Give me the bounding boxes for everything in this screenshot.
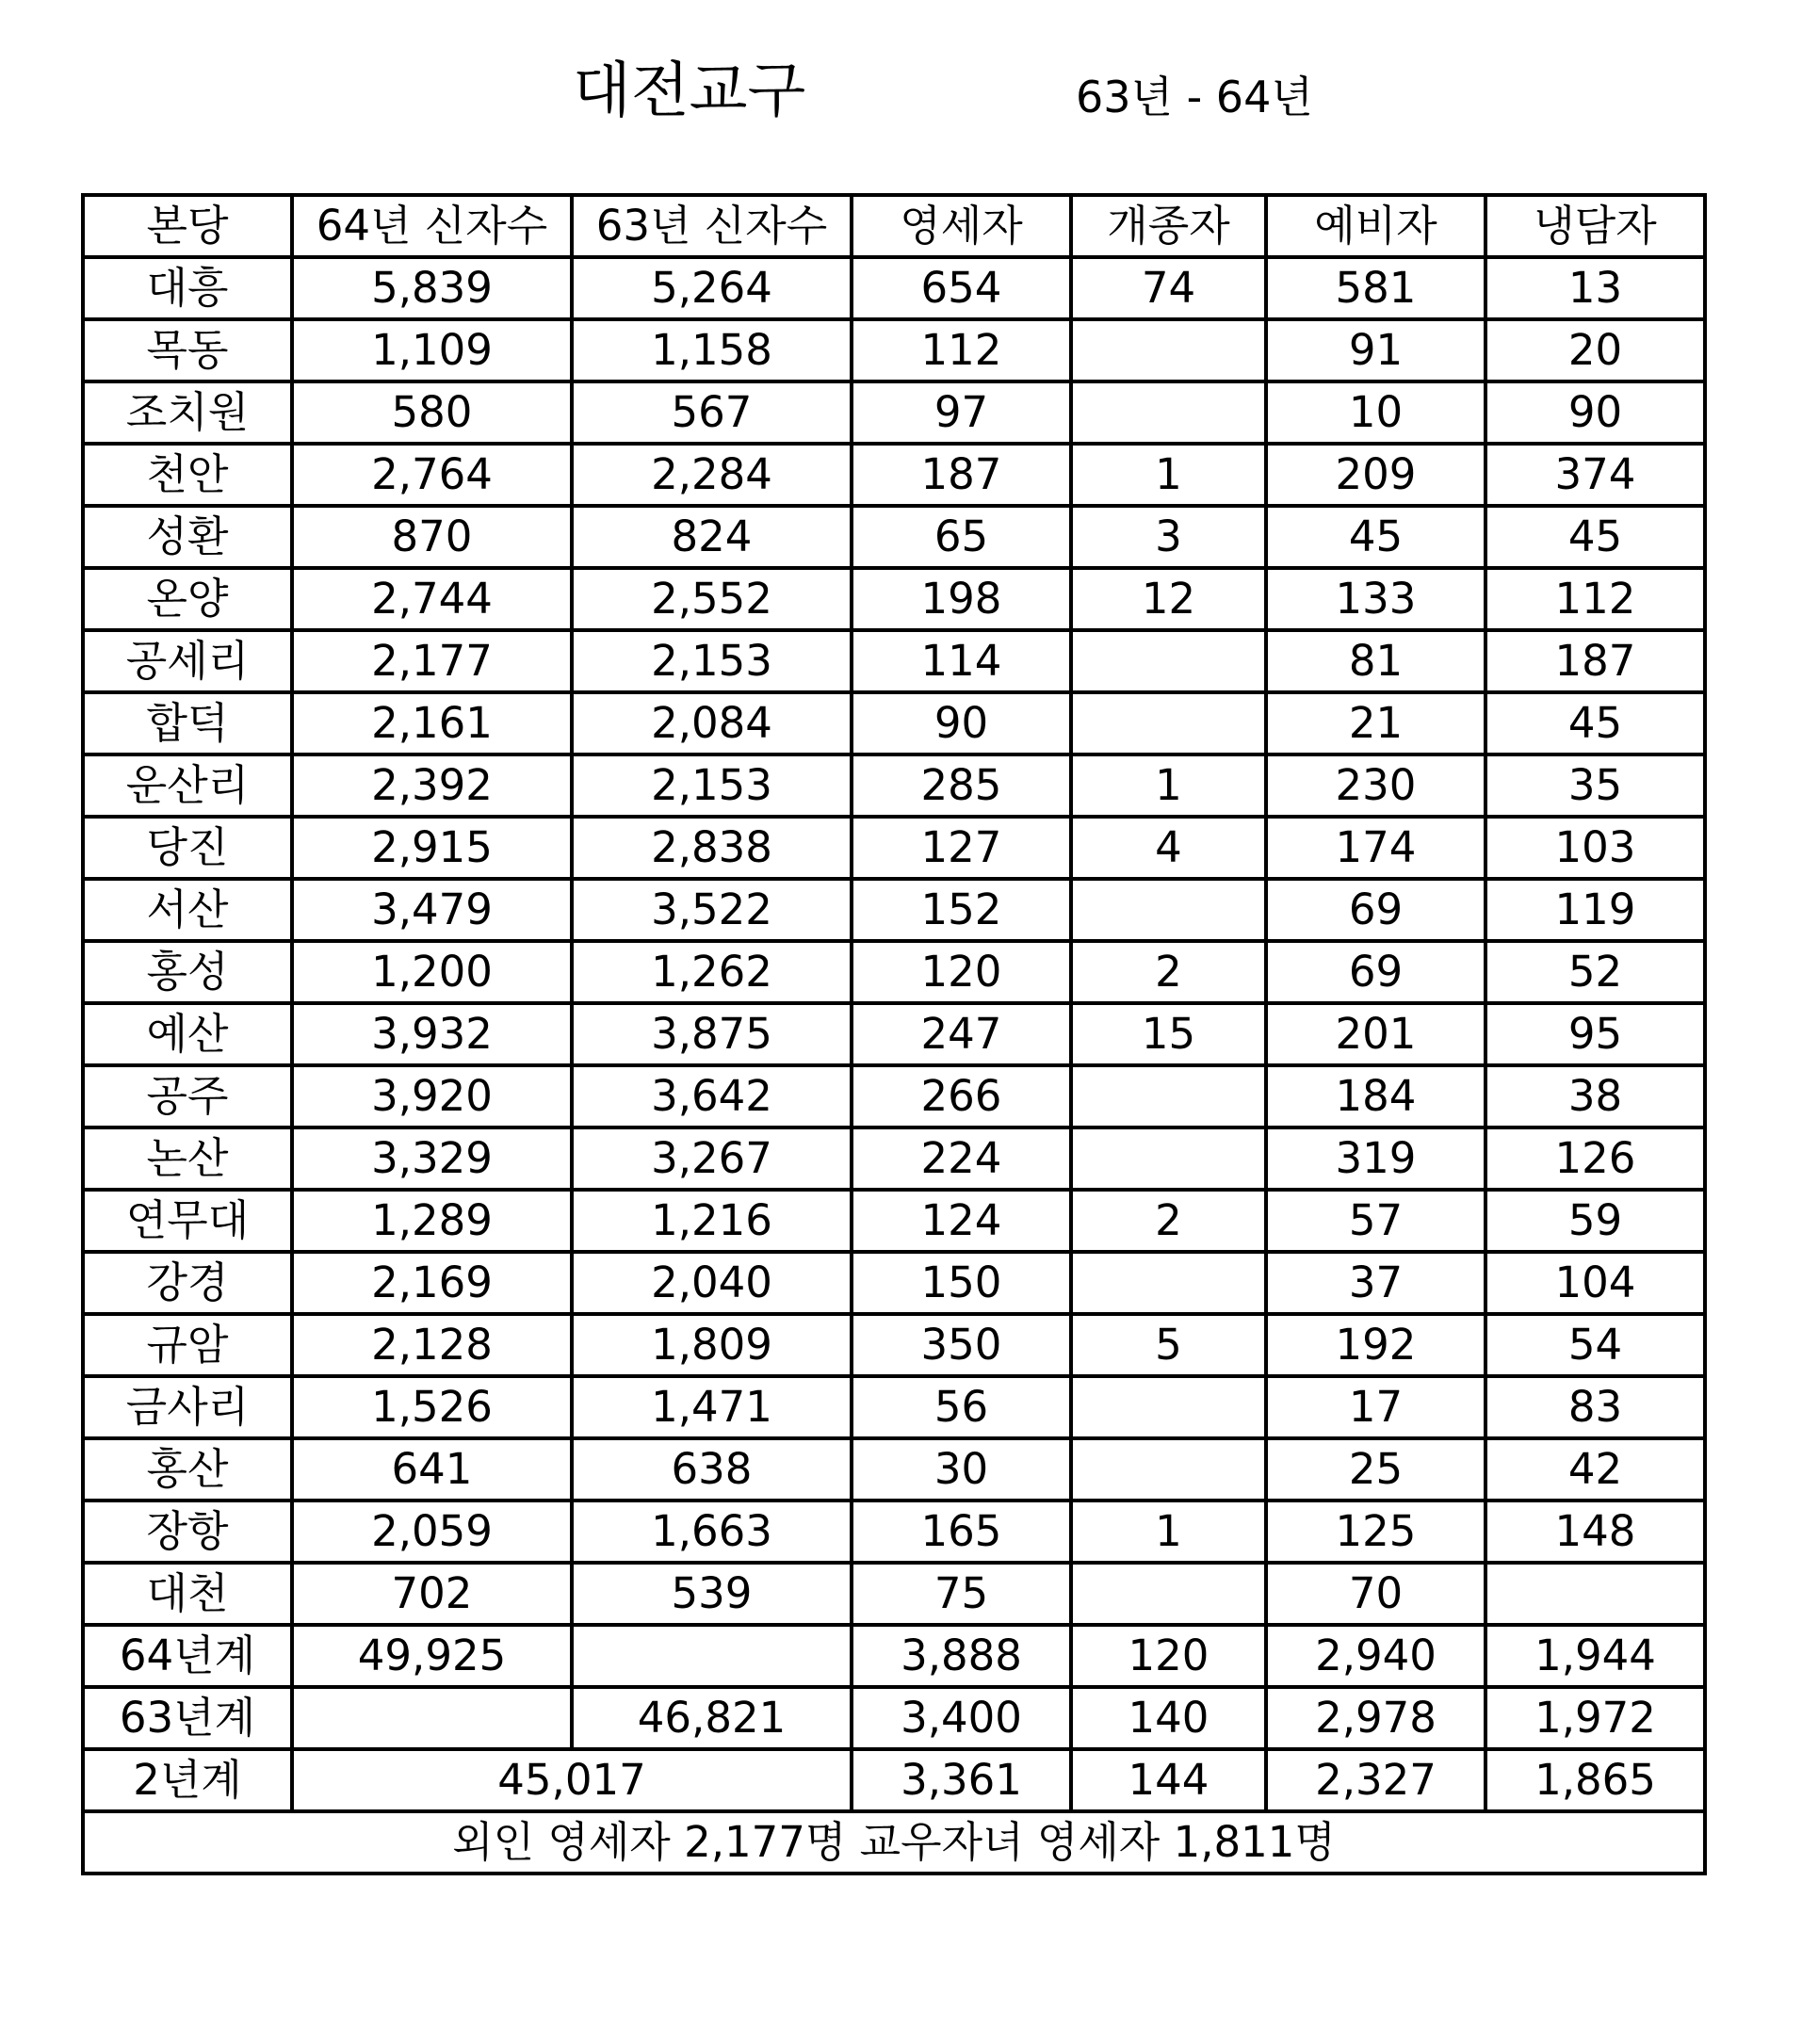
- table-row: [83, 444, 1705, 506]
- lapsed-cell: 104: [1485, 1252, 1705, 1314]
- baptized-cell: 150: [852, 1252, 1071, 1314]
- parish-name-cell: 공세리: [83, 630, 292, 692]
- members-64-cell: 3,920: [292, 1065, 572, 1127]
- catechumens-cell: 209: [1266, 444, 1485, 506]
- converts-cell: 144: [1071, 1749, 1266, 1811]
- catechumens-cell: 91: [1266, 319, 1485, 381]
- members-64-cell: 2,764: [292, 444, 572, 506]
- total-row-2years: [83, 1749, 1705, 1811]
- parish-name-cell: 합덕: [83, 692, 292, 754]
- members-63-cell: 2,084: [572, 692, 852, 754]
- parish-name-cell: 예산: [83, 1003, 292, 1065]
- lapsed-cell: 52: [1485, 941, 1705, 1003]
- table-row: [83, 1314, 1705, 1376]
- parish-name-cell: 목동: [83, 319, 292, 381]
- converts-cell: 1: [1071, 444, 1266, 506]
- header-baptized: 영세자: [852, 195, 1071, 257]
- baptized-cell: 97: [852, 381, 1071, 444]
- members-63-cell: 824: [572, 506, 852, 568]
- baptized-cell: 56: [852, 1376, 1071, 1438]
- catechumens-cell: 133: [1266, 568, 1485, 630]
- members-63-cell: 2,838: [572, 817, 852, 879]
- converts-cell: 74: [1071, 257, 1266, 319]
- members-64-cell: 2,128: [292, 1314, 572, 1376]
- baptized-cell: 198: [852, 568, 1071, 630]
- lapsed-cell: 112: [1485, 568, 1705, 630]
- parish-name-cell: 운산리: [83, 754, 292, 817]
- members-64-cell: 2,059: [292, 1501, 572, 1563]
- converts-cell: 140: [1071, 1687, 1266, 1749]
- members-63-cell: 46,821: [572, 1687, 852, 1749]
- lapsed-cell: [1485, 1563, 1705, 1625]
- members-64-cell: 702: [292, 1563, 572, 1625]
- header-catechumens: 예비자: [1266, 195, 1485, 257]
- members-64-cell: 1,289: [292, 1190, 572, 1252]
- members-64-cell: 2,161: [292, 692, 572, 754]
- members-64-cell: 2,744: [292, 568, 572, 630]
- parish-name-cell: 규암: [83, 1314, 292, 1376]
- members-64-cell: 2,169: [292, 1252, 572, 1314]
- catechumens-cell: 25: [1266, 1438, 1485, 1501]
- lapsed-cell: 45: [1485, 692, 1705, 754]
- members-63-cell: 3,267: [572, 1127, 852, 1190]
- baptized-cell: 285: [852, 754, 1071, 817]
- lapsed-cell: 187: [1485, 630, 1705, 692]
- catechumens-cell: 201: [1266, 1003, 1485, 1065]
- parish-name-cell: 온양: [83, 568, 292, 630]
- converts-cell: [1071, 879, 1266, 941]
- catechumens-cell: 2,978: [1266, 1687, 1485, 1749]
- members-64-cell: 2,177: [292, 630, 572, 692]
- members-63-cell: 1,663: [572, 1501, 852, 1563]
- document-title: 대전교구: [573, 57, 806, 126]
- parish-name-cell: 연무대: [83, 1190, 292, 1252]
- members-64-cell: 870: [292, 506, 572, 568]
- baptized-cell: 90: [852, 692, 1071, 754]
- table-row: [83, 630, 1705, 692]
- members-64-cell: 3,329: [292, 1127, 572, 1190]
- total-label-cell: 64년계: [83, 1625, 292, 1687]
- members-63-cell: [572, 1625, 852, 1687]
- baptized-cell: 65: [852, 506, 1071, 568]
- header-members-64: 64년 신자수: [292, 195, 572, 257]
- converts-cell: [1071, 1438, 1266, 1501]
- members-64-cell: 5,839: [292, 257, 572, 319]
- table-row: [83, 1501, 1705, 1563]
- catechumens-cell: 69: [1266, 879, 1485, 941]
- total-label-cell: 2년계: [83, 1749, 292, 1811]
- lapsed-cell: 90: [1485, 381, 1705, 444]
- converts-cell: [1071, 1065, 1266, 1127]
- table-row: [83, 506, 1705, 568]
- header-parish: 본당: [83, 195, 292, 257]
- parish-name-cell: 논산: [83, 1127, 292, 1190]
- converts-cell: [1071, 1252, 1266, 1314]
- catechumens-cell: 125: [1266, 1501, 1485, 1563]
- members-64-cell: 1,200: [292, 941, 572, 1003]
- converts-cell: [1071, 630, 1266, 692]
- table-row: [83, 1127, 1705, 1190]
- lapsed-cell: 83: [1485, 1376, 1705, 1438]
- table-row: [83, 1003, 1705, 1065]
- catechumens-cell: 10: [1266, 381, 1485, 444]
- header-lapsed: 냉담자: [1485, 195, 1705, 257]
- lapsed-cell: 59: [1485, 1190, 1705, 1252]
- catechumens-cell: 37: [1266, 1252, 1485, 1314]
- converts-cell: [1071, 1127, 1266, 1190]
- members-63-cell: 3,642: [572, 1065, 852, 1127]
- converts-cell: 15: [1071, 1003, 1266, 1065]
- catechumens-cell: 70: [1266, 1563, 1485, 1625]
- members-64-cell: 3,932: [292, 1003, 572, 1065]
- parish-name-cell: 당진: [83, 817, 292, 879]
- members-64-cell: 2,392: [292, 754, 572, 817]
- table-row: [83, 692, 1705, 754]
- table-row: [83, 1065, 1705, 1127]
- catechumens-cell: 81: [1266, 630, 1485, 692]
- members-63-cell: 1,809: [572, 1314, 852, 1376]
- baptized-cell: 120: [852, 941, 1071, 1003]
- members-64-cell: 2,915: [292, 817, 572, 879]
- catechumens-cell: 230: [1266, 754, 1485, 817]
- members-63-cell: 2,153: [572, 754, 852, 817]
- members-63-cell: 2,040: [572, 1252, 852, 1314]
- table-row: [83, 1252, 1705, 1314]
- parish-name-cell: 강경: [83, 1252, 292, 1314]
- converts-cell: [1071, 692, 1266, 754]
- converts-cell: 1: [1071, 1501, 1266, 1563]
- members-63-cell: 1,216: [572, 1190, 852, 1252]
- table-body: [83, 195, 1705, 1874]
- members-63-cell: 1,262: [572, 941, 852, 1003]
- lapsed-cell: 95: [1485, 1003, 1705, 1065]
- parish-name-cell: 서산: [83, 879, 292, 941]
- parish-name-cell: 조치원: [83, 381, 292, 444]
- members-64-cell: 1,109: [292, 319, 572, 381]
- catechumens-cell: 184: [1266, 1065, 1485, 1127]
- baptized-cell: 112: [852, 319, 1071, 381]
- lapsed-cell: 103: [1485, 817, 1705, 879]
- lapsed-cell: 20: [1485, 319, 1705, 381]
- members-63-cell: 3,522: [572, 879, 852, 941]
- catechumens-cell: 17: [1266, 1376, 1485, 1438]
- table-row: [83, 879, 1705, 941]
- baptized-cell: 187: [852, 444, 1071, 506]
- lapsed-cell: 126: [1485, 1127, 1705, 1190]
- parish-name-cell: 천안: [83, 444, 292, 506]
- header-row: [83, 195, 1705, 257]
- parish-name-cell: 성환: [83, 506, 292, 568]
- members-63-cell: 3,875: [572, 1003, 852, 1065]
- baptized-cell: 3,888: [852, 1625, 1071, 1687]
- members-64-cell: [292, 1687, 572, 1749]
- lapsed-cell: 54: [1485, 1314, 1705, 1376]
- converts-cell: 2: [1071, 941, 1266, 1003]
- parish-name-cell: 홍산: [83, 1438, 292, 1501]
- total-row-63: [83, 1687, 1705, 1749]
- parish-statistics-table: [81, 193, 1707, 1875]
- table-row: [83, 381, 1705, 444]
- catechumens-cell: 319: [1266, 1127, 1485, 1190]
- baptized-cell: 3,400: [852, 1687, 1071, 1749]
- parish-name-cell: 금사리: [83, 1376, 292, 1438]
- catechumens-cell: 69: [1266, 941, 1485, 1003]
- baptized-cell: 30: [852, 1438, 1071, 1501]
- table-row: [83, 1190, 1705, 1252]
- total-row-64: [83, 1625, 1705, 1687]
- table-row: [83, 754, 1705, 817]
- lapsed-cell: 1,972: [1485, 1687, 1705, 1749]
- lapsed-cell: 374: [1485, 444, 1705, 506]
- members-64-cell: 49,925: [292, 1625, 572, 1687]
- members-64-cell: 1,526: [292, 1376, 572, 1438]
- converts-cell: 4: [1071, 817, 1266, 879]
- converts-cell: 2: [1071, 1190, 1266, 1252]
- catechumens-cell: 174: [1266, 817, 1485, 879]
- converts-cell: [1071, 381, 1266, 444]
- members-63-cell: 1,471: [572, 1376, 852, 1438]
- combined-members-cell: 45,017: [292, 1749, 852, 1811]
- lapsed-cell: 45: [1485, 506, 1705, 568]
- lapsed-cell: 119: [1485, 879, 1705, 941]
- converts-cell: 120: [1071, 1625, 1266, 1687]
- baptized-cell: 114: [852, 630, 1071, 692]
- baptized-cell: 224: [852, 1127, 1071, 1190]
- baptized-cell: 127: [852, 817, 1071, 879]
- converts-cell: [1071, 1563, 1266, 1625]
- table-row: [83, 1376, 1705, 1438]
- parish-name-cell: 대흥: [83, 257, 292, 319]
- members-63-cell: 638: [572, 1438, 852, 1501]
- catechumens-cell: 45: [1266, 506, 1485, 568]
- converts-cell: 5: [1071, 1314, 1266, 1376]
- baptized-cell: 124: [852, 1190, 1071, 1252]
- lapsed-cell: 42: [1485, 1438, 1705, 1501]
- total-label-cell: 63년계: [83, 1687, 292, 1749]
- members-64-cell: 3,479: [292, 879, 572, 941]
- lapsed-cell: 38: [1485, 1065, 1705, 1127]
- footer-note: 외인 영세자 2,177명 교우자녀 영세자 1,811명: [83, 1811, 1705, 1874]
- members-63-cell: 2,284: [572, 444, 852, 506]
- members-64-cell: 641: [292, 1438, 572, 1501]
- converts-cell: 1: [1071, 754, 1266, 817]
- baptized-cell: 152: [852, 879, 1071, 941]
- table-row: [83, 1438, 1705, 1501]
- members-63-cell: 539: [572, 1563, 852, 1625]
- catechumens-cell: 581: [1266, 257, 1485, 319]
- converts-cell: 12: [1071, 568, 1266, 630]
- table-row: [83, 257, 1705, 319]
- document-period: 63년 - 64년: [1076, 72, 1313, 122]
- members-63-cell: 2,153: [572, 630, 852, 692]
- header-converts: 개종자: [1071, 195, 1266, 257]
- catechumens-cell: 2,940: [1266, 1625, 1485, 1687]
- header-members-63: 63년 신자수: [572, 195, 852, 257]
- table-row: [83, 941, 1705, 1003]
- catechumens-cell: 21: [1266, 692, 1485, 754]
- members-64-cell: 580: [292, 381, 572, 444]
- catechumens-cell: 2,327: [1266, 1749, 1485, 1811]
- lapsed-cell: 13: [1485, 257, 1705, 319]
- baptized-cell: 654: [852, 257, 1071, 319]
- catechumens-cell: 192: [1266, 1314, 1485, 1376]
- lapsed-cell: 148: [1485, 1501, 1705, 1563]
- baptized-cell: 165: [852, 1501, 1071, 1563]
- baptized-cell: 3,361: [852, 1749, 1071, 1811]
- table-row: [83, 319, 1705, 381]
- baptized-cell: 75: [852, 1563, 1071, 1625]
- footer-row: [83, 1811, 1705, 1874]
- catechumens-cell: 57: [1266, 1190, 1485, 1252]
- parish-name-cell: 홍성: [83, 941, 292, 1003]
- lapsed-cell: 35: [1485, 754, 1705, 817]
- members-63-cell: 5,264: [572, 257, 852, 319]
- parish-name-cell: 대천: [83, 1563, 292, 1625]
- parish-name-cell: 장항: [83, 1501, 292, 1563]
- baptized-cell: 247: [852, 1003, 1071, 1065]
- converts-cell: [1071, 319, 1266, 381]
- baptized-cell: 266: [852, 1065, 1071, 1127]
- converts-cell: 3: [1071, 506, 1266, 568]
- baptized-cell: 350: [852, 1314, 1071, 1376]
- lapsed-cell: 1,944: [1485, 1625, 1705, 1687]
- converts-cell: [1071, 1376, 1266, 1438]
- table-row: [83, 1563, 1705, 1625]
- members-63-cell: 1,158: [572, 319, 852, 381]
- members-63-cell: 567: [572, 381, 852, 444]
- parish-name-cell: 공주: [83, 1065, 292, 1127]
- members-63-cell: 2,552: [572, 568, 852, 630]
- table-row: [83, 568, 1705, 630]
- lapsed-cell: 1,865: [1485, 1749, 1705, 1811]
- table-row: [83, 817, 1705, 879]
